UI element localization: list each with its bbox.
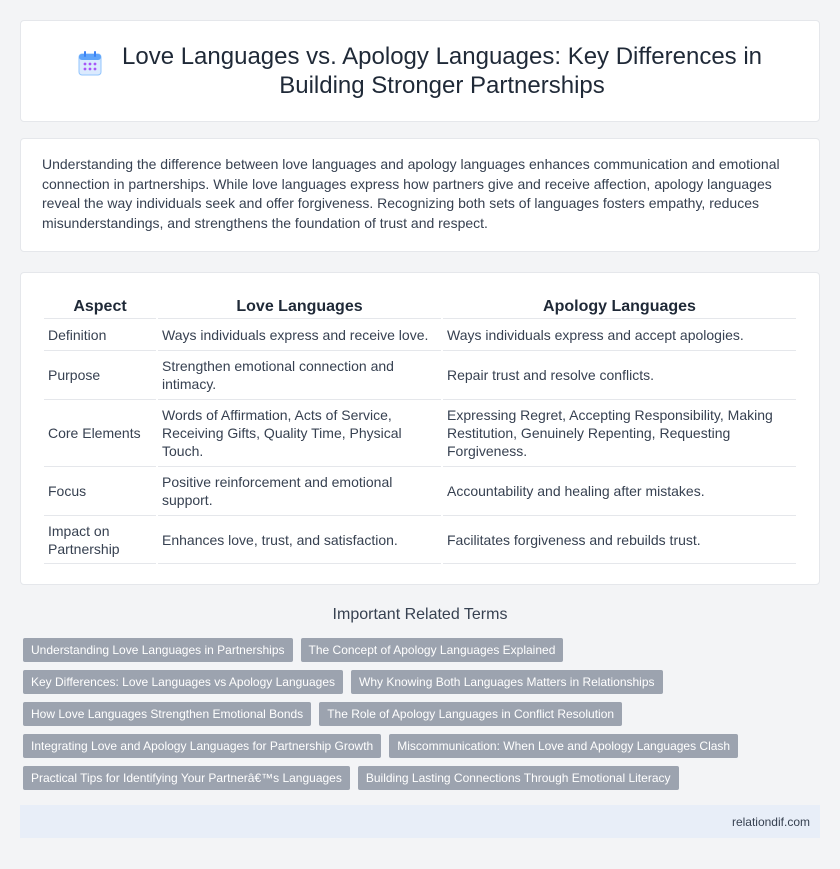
related-term-tag[interactable]: Key Differences: Love Languages vs Apology Languages <box>23 670 343 694</box>
related-term-tag[interactable]: How Love Languages Strengthen Emotional Bonds <box>23 702 311 726</box>
table-cell-apology: Expressing Regret, Accepting Responsibility, Making Restitution, Genuinely Repenting, Requesting Forgiveness. <box>443 400 796 467</box>
intro-card <box>20 138 820 252</box>
table-row <box>44 467 796 516</box>
related-term-tag[interactable]: Practical Tips for Identifying Your Partnerâ€™s Languages <box>23 766 350 790</box>
related-terms-title: Important Related Terms <box>332 606 508 623</box>
related-term-tag[interactable]: Miscommunication: When Love and Apology Languages Clash <box>389 734 738 758</box>
table-cell-apology: Accountability and healing after mistakes. <box>443 467 796 516</box>
table-header-aspect: Aspect <box>44 295 156 319</box>
table-row <box>44 400 796 467</box>
related-term-tag[interactable]: The Role of Apology Languages in Conflict Resolution <box>319 702 622 726</box>
footer <box>20 805 820 838</box>
intro-text: Understanding the difference between love languages and apology languages enhances communication and emotional connection in partnerships. While love languages express how partners give and receive affection, apology languages reveal the way individuals seek and offer forgiveness. Recognizing both sets of languages fosters empathy, reduces misunderstandings, and strengthens the foundation of trust and respect. <box>42 156 780 231</box>
table-cell-aspect: Definition <box>44 319 156 351</box>
tag-row <box>23 638 823 662</box>
table-cell-apology: Facilitates forgiveness and rebuilds trust. <box>443 516 796 564</box>
header-inner <box>70 42 770 100</box>
page-title: Love Languages vs. Apology Languages: Key Differences in Building Stronger Partnerships <box>122 43 763 99</box>
table-header-love: Love Languages <box>158 295 441 319</box>
comparison-table-card <box>20 272 820 585</box>
related-terms-list <box>23 638 823 798</box>
tag-row <box>23 766 823 790</box>
table-header-apology: Apology Languages <box>443 295 796 319</box>
related-term-tag[interactable]: Integrating Love and Apology Languages for Partnership Growth <box>23 734 381 758</box>
related-term-tag[interactable]: The Concept of Apology Languages Explained <box>301 638 564 662</box>
related-term-tag[interactable]: Understanding Love Languages in Partnerships <box>23 638 293 662</box>
table-cell-aspect: Core Elements <box>44 400 156 467</box>
table-cell-love: Ways individuals express and receive love. <box>158 319 441 351</box>
related-term-tag[interactable]: Building Lasting Connections Through Emotional Literacy <box>358 766 679 790</box>
table-row <box>44 351 796 400</box>
comparison-table <box>42 295 798 564</box>
table-cell-apology: Repair trust and resolve conflicts. <box>443 351 796 400</box>
header-card <box>20 20 820 122</box>
table-row <box>44 319 796 351</box>
table-cell-aspect: Impact on Partnership <box>44 516 156 564</box>
footer-site-link[interactable]: relationdif.com <box>731 814 810 829</box>
tag-row <box>23 670 823 694</box>
tag-row <box>23 734 823 758</box>
table-cell-apology: Ways individuals express and accept apologies. <box>443 319 796 351</box>
table-row <box>44 516 796 564</box>
table-cell-love: Strengthen emotional connection and intimacy. <box>158 351 441 400</box>
table-header-row <box>44 295 796 319</box>
table-cell-love: Enhances love, trust, and satisfaction. <box>158 516 441 564</box>
tag-row <box>23 702 823 726</box>
table-cell-love: Positive reinforcement and emotional support. <box>158 467 441 516</box>
calendar-icon <box>78 50 102 76</box>
related-term-tag[interactable]: Why Knowing Both Languages Matters in Relationships <box>351 670 663 694</box>
table-cell-aspect: Focus <box>44 467 156 516</box>
table-cell-aspect: Purpose <box>44 351 156 400</box>
table-cell-love: Words of Affirmation, Acts of Service, Receiving Gifts, Quality Time, Physical Touch. <box>158 400 441 467</box>
